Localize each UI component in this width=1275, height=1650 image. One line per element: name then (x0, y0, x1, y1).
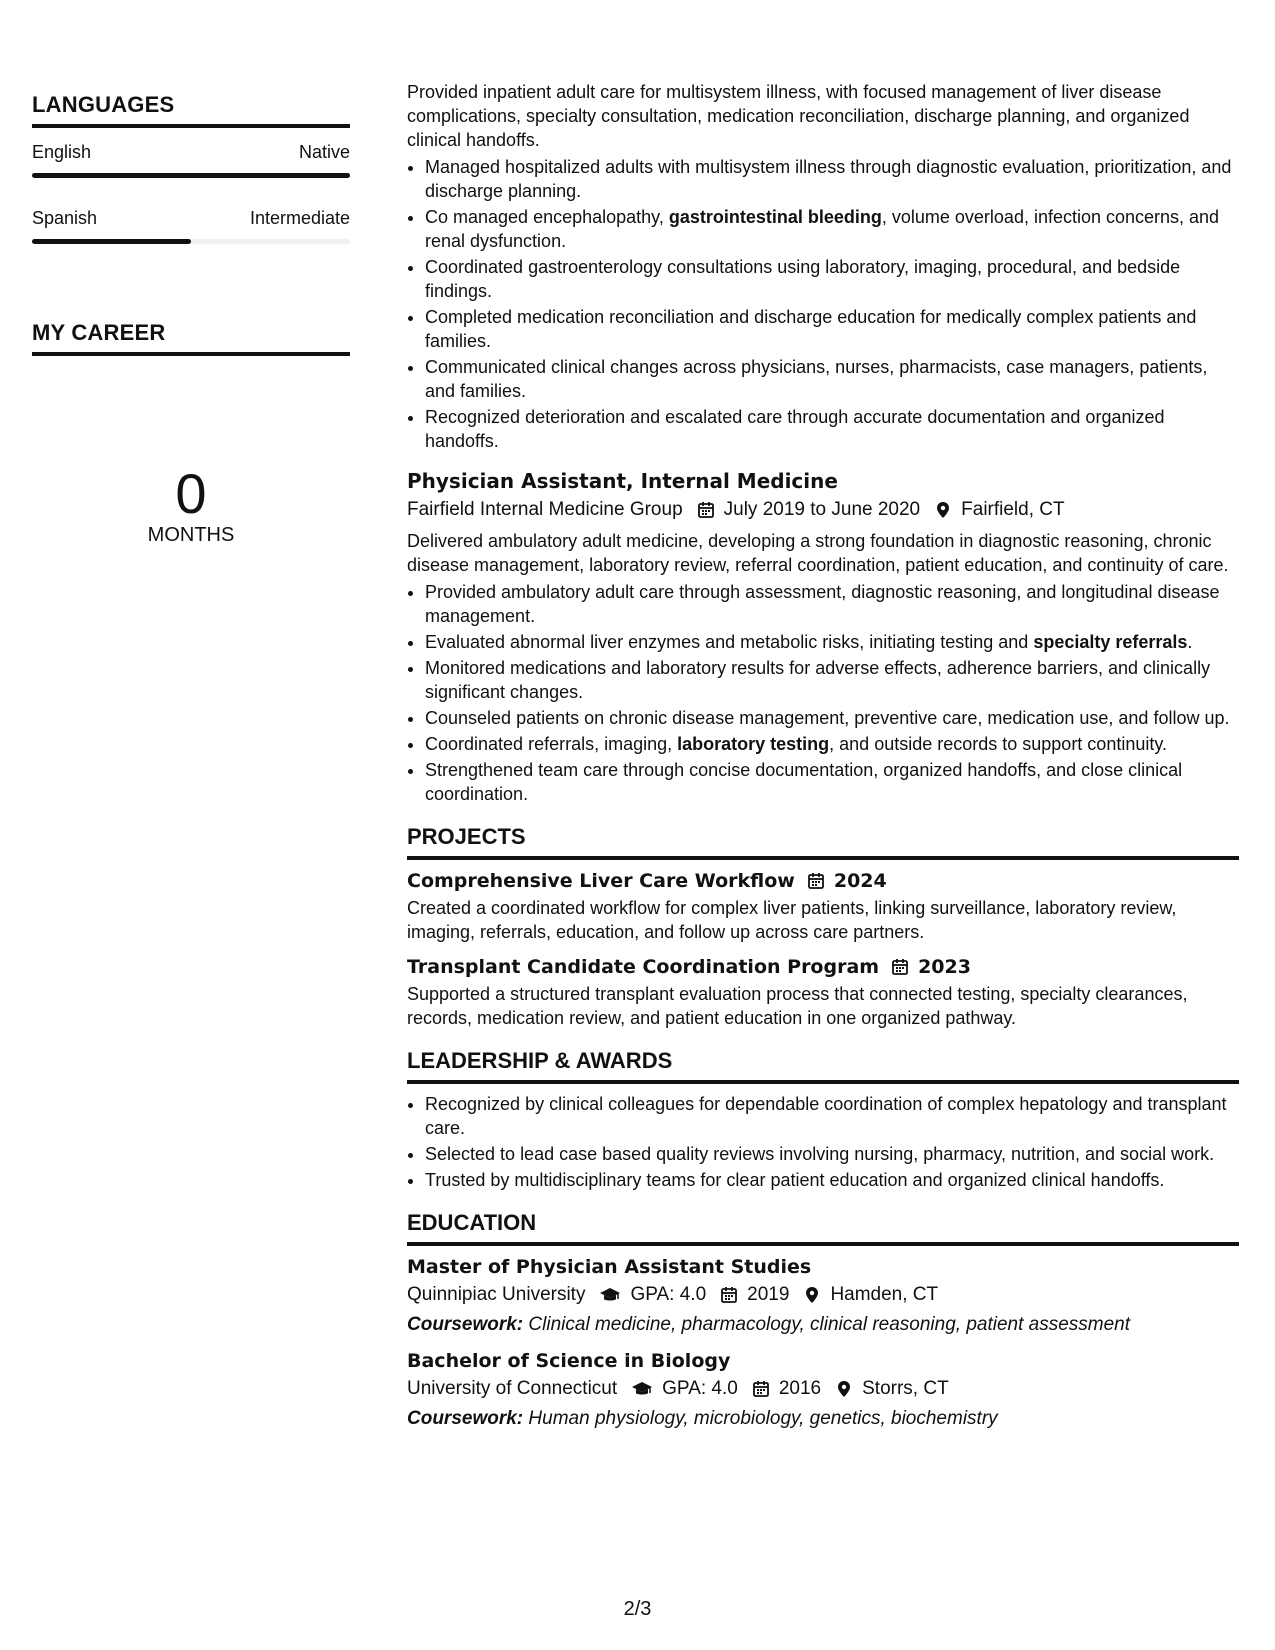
education-meta (407, 1284, 1239, 1306)
language-name: Spanish (32, 208, 98, 228)
education-item (407, 1350, 1239, 1430)
language-proficiency-fill (32, 239, 191, 244)
project-name: Comprehensive Liver Care Workflow (407, 870, 795, 892)
job-bullets (407, 580, 1239, 806)
projects-title: PROJECTS (407, 824, 1239, 860)
gpa: GPA: 4.0 (662, 1378, 738, 1399)
career-title: MY CAREER (32, 320, 350, 356)
list-item: • Selected to lead case based quality reviews involving nursing, pharmacy, nutrition, and social work. (425, 1142, 1239, 1166)
career-duration (32, 462, 350, 547)
language-name: English (32, 142, 92, 162)
language-level: Intermediate (249, 208, 350, 228)
main-content (407, 80, 1239, 1430)
languages-title: LANGUAGES (32, 92, 350, 128)
previous-job-summary: Provided inpatient adult care for multisystem illness, with focused management of liver disease complications, specialty consultation, medication reconciliation, discharge planning, and organized clinical handoffs. (407, 82, 1190, 150)
degree: Master of Physician Assistant Studies (407, 1256, 812, 1278)
project-year: 2024 (833, 870, 887, 892)
project-year: 2023 (918, 956, 971, 978)
previous-job-bullets (407, 155, 1239, 453)
calendar-icon (752, 1380, 770, 1398)
job-company: Fairfield Internal Medicine Group (407, 499, 683, 520)
language-english (32, 142, 350, 178)
graduation-cap-icon (599, 1286, 621, 1304)
coursework: Coursework: Clinical medicine, pharmacology, clinical reasoning, patient assessment (407, 1314, 1131, 1335)
project-desc: Supported a structured transplant evaluation process that connected testing, specialty clearances, records, medication review, and patient education in one organized pathway. (407, 984, 1188, 1028)
list-item: • Co managed encephalopathy, gastrointestinal bleeding, volume overload, infection concerns, and renal dysfunction. (425, 205, 1239, 253)
school-location: Hamden, CT (830, 1284, 939, 1305)
list-item: • Coordinated referrals, imaging, laboratory testing, and outside records to support continuity. (425, 732, 1239, 756)
list-item: • Managed hospitalized adults with multisystem illness through diagnostic evaluation, prioritization, and discharge planning. (425, 155, 1239, 203)
project-name: Transplant Candidate Coordination Program (407, 956, 880, 978)
graduation-year: 2019 (747, 1284, 790, 1305)
degree: Bachelor of Science in Biology (407, 1350, 731, 1372)
list-item: • Trusted by multidisciplinary teams for clear patient education and organized clinical handoffs. (425, 1168, 1239, 1192)
school-location: Storrs, CT (862, 1378, 949, 1399)
page-number: 2/3 (623, 1598, 652, 1620)
list-item: • Evaluated abnormal liver enzymes and metabolic risks, initiating testing and specialty referrals. (425, 630, 1239, 654)
project-item (407, 956, 1239, 1030)
leadership-bullets (407, 1092, 1239, 1192)
calendar-icon (807, 872, 825, 890)
leadership-title: LEADERSHIP & AWARDS (407, 1048, 1239, 1084)
career-value: 0 (175, 462, 207, 525)
education-title: EDUCATION (407, 1210, 1239, 1246)
list-item: • Coordinated gastroenterology consultations using laboratory, imaging, procedural, and bedside findings. (425, 255, 1239, 303)
coursework: Coursework: Human physiology, microbiology, genetics, biochemistry (407, 1408, 998, 1429)
list-item: • Strengthened team care through concise documentation, organized handoffs, and close clinical coordination. (425, 758, 1239, 806)
job-dates: July 2019 to June 2020 (723, 499, 921, 520)
list-item: • Communicated clinical changes across physicians, nurses, pharmacists, case managers, patients, and families. (425, 355, 1239, 403)
job-summary: Delivered ambulatory adult medicine, developing a strong foundation in diagnostic reasoning, chronic disease management, laboratory review, referral coordination, patient education, and continuity of care. (407, 531, 1229, 575)
calendar-icon (697, 501, 715, 519)
gpa: GPA: 4.0 (630, 1284, 707, 1305)
location-pin-icon (803, 1286, 821, 1304)
graduation-cap-icon (631, 1380, 653, 1398)
career-unit: MONTHS (147, 524, 235, 546)
project-desc: Created a coordinated workflow for complex liver patients, linking surveillance, laboratory review, imaging, referrals, education, and follow up across care partners. (407, 898, 1177, 942)
graduation-year: 2016 (778, 1378, 822, 1399)
project-item (407, 870, 1239, 944)
list-item: • Provided ambulatory adult care through assessment, diagnostic reasoning, and longitudinal disease management. (425, 580, 1239, 628)
list-item: • Counseled patients on chronic disease management, preventive care, medication use, and follow up. (425, 706, 1239, 730)
job-location: Fairfield, CT (961, 499, 1065, 520)
language-proficiency-bar (32, 173, 350, 178)
calendar-icon (720, 1286, 738, 1304)
location-pin-icon (835, 1380, 853, 1398)
language-spanish (32, 208, 350, 244)
education-meta (407, 1378, 1239, 1400)
calendar-icon (891, 958, 909, 976)
language-proficiency-fill (32, 173, 350, 178)
job-meta (407, 499, 1239, 521)
job-title: Physician Assistant, Internal Medicine (407, 469, 838, 493)
sidebar (32, 92, 350, 547)
education-item (407, 1256, 1239, 1336)
school: University of Connecticut (407, 1378, 618, 1399)
location-pin-icon (934, 501, 952, 519)
list-item: • Recognized by clinical colleagues for dependable coordination of complex hepatology and transplant care. (425, 1092, 1239, 1140)
language-level: Native (298, 142, 350, 162)
list-item: • Recognized deterioration and escalated care through accurate documentation and organized handoffs. (425, 405, 1239, 453)
language-proficiency-bar (32, 239, 350, 244)
list-item: • Completed medication reconciliation and discharge education for medically complex patients and families. (425, 305, 1239, 353)
list-item: • Monitored medications and laboratory results for adverse effects, adherence barriers, and clinically significant changes. (425, 656, 1239, 704)
school: Quinnipiac University (407, 1284, 586, 1305)
